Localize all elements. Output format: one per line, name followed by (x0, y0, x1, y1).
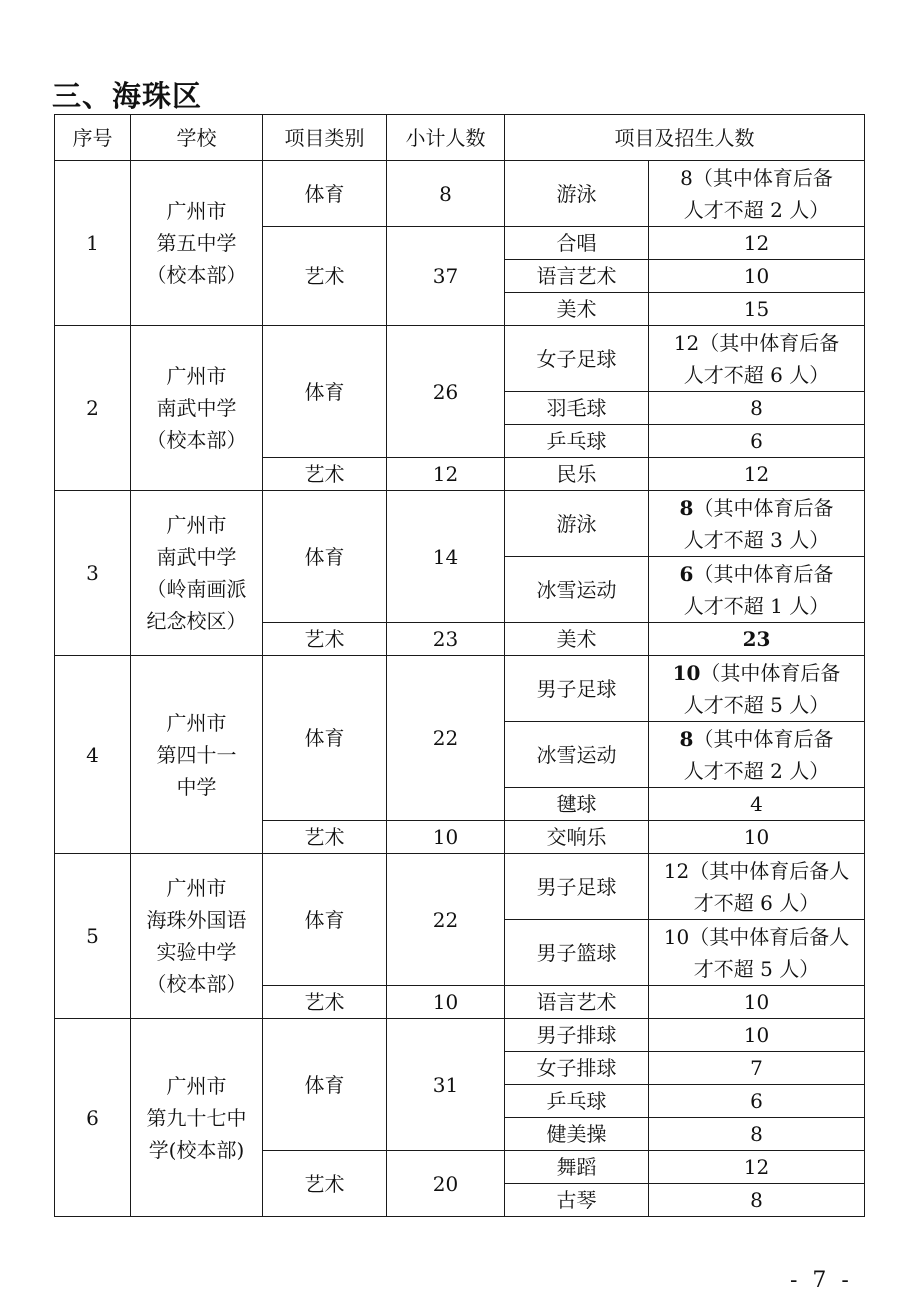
quota-line (653, 855, 860, 887)
item-quota-cell (649, 920, 865, 986)
item-name-cell: 冰雪运动 (505, 722, 649, 788)
school-name-line: 中学 (176, 774, 217, 799)
category-cell: 体育 (263, 656, 387, 821)
section-title: 三、海珠区 (52, 79, 203, 113)
school-name-line: 广州市 (166, 710, 227, 735)
quota-value: 23 (742, 627, 771, 651)
item-name-cell: 男子排球 (505, 1019, 649, 1052)
quota-line: 人才不超 1 人） (683, 593, 830, 618)
category-cell: 艺术 (263, 821, 387, 854)
item-quota-cell (649, 986, 865, 1019)
category-cell: 体育 (263, 326, 387, 458)
quota-text: （其中体育后备 (700, 660, 841, 685)
item-name-cell: 交响乐 (505, 821, 649, 854)
category-cell: 艺术 (263, 1151, 387, 1217)
quota-value: 4 (750, 792, 763, 816)
quota-text: （其中体育后备 (693, 726, 834, 751)
subtotal-cell: 10 (387, 986, 505, 1019)
category-cell: 艺术 (263, 227, 387, 326)
quota-line: 人才不超 2 人） (683, 197, 830, 222)
category-cell: 艺术 (263, 623, 387, 656)
item-name-cell: 男子足球 (505, 656, 649, 722)
item-quota-cell (649, 623, 865, 656)
quota-line (653, 162, 860, 194)
item-name-cell: 游泳 (505, 161, 649, 227)
table-row (55, 326, 865, 392)
school-name-line: 第五中学 (156, 231, 237, 255)
subtotal-cell: 8 (387, 161, 505, 227)
quota-text: 8（其中体育后备 (680, 165, 833, 190)
item-quota-cell (649, 1019, 865, 1052)
item-quota-cell (649, 656, 865, 722)
quota-text: （其中体育后备 (693, 561, 834, 586)
quota-value: 8 (750, 1188, 763, 1212)
subtotal-cell: 23 (387, 623, 505, 656)
quota-line (653, 492, 860, 524)
header-index: 序号 (55, 115, 131, 161)
subtotal-cell: 22 (387, 854, 505, 986)
item-name-cell: 合唱 (505, 227, 649, 260)
school-name (131, 491, 263, 656)
quota-line: 人才不超 3 人） (683, 527, 830, 552)
quota-number: 10 (672, 660, 701, 685)
header-school: 学校 (131, 115, 263, 161)
category-cell: 艺术 (263, 458, 387, 491)
school-index: 6 (55, 1019, 131, 1217)
item-quota-cell (649, 260, 865, 293)
item-quota-cell (649, 1184, 865, 1217)
school-index: 3 (55, 491, 131, 656)
item-quota-cell (649, 1118, 865, 1151)
subtotal-cell: 12 (387, 458, 505, 491)
item-quota-cell (649, 722, 865, 788)
table-row (55, 1019, 865, 1052)
subtotal-cell: 37 (387, 227, 505, 326)
quota-line: 才不超 6 人） (693, 890, 820, 915)
item-name-cell: 毽球 (505, 788, 649, 821)
school-name (131, 854, 263, 1019)
item-quota-cell (649, 1151, 865, 1184)
school-name-line: （校本部） (146, 428, 247, 452)
item-quota-cell (649, 227, 865, 260)
enrollment-table (54, 114, 865, 1217)
school-index: 2 (55, 326, 131, 491)
item-name-cell: 民乐 (505, 458, 649, 491)
page-number: - 7 - (790, 1268, 853, 1293)
item-name-cell: 乒乓球 (505, 1085, 649, 1118)
table-header-row (55, 115, 865, 161)
quota-number: 8 (679, 726, 694, 751)
item-quota-cell (649, 854, 865, 920)
school-index: 1 (55, 161, 131, 326)
school-name-line: 南武中学 (156, 396, 237, 420)
school-name-line: 广州市 (166, 199, 227, 223)
category-cell: 体育 (263, 161, 387, 227)
category-cell: 艺术 (263, 986, 387, 1019)
quota-value: 7 (750, 1056, 763, 1080)
school-name-line: 实验中学 (156, 940, 237, 964)
item-name-cell: 古琴 (505, 1184, 649, 1217)
item-quota-cell (649, 293, 865, 326)
quota-text: （其中体育后备 (693, 495, 834, 520)
item-name-cell: 女子足球 (505, 326, 649, 392)
item-quota-cell (649, 491, 865, 557)
item-name-cell: 男子足球 (505, 854, 649, 920)
quota-line (653, 921, 860, 953)
table-row (55, 161, 865, 227)
item-name-cell: 女子排球 (505, 1052, 649, 1085)
table-body (55, 161, 865, 1217)
subtotal-cell: 14 (387, 491, 505, 623)
quota-line (653, 657, 860, 689)
quota-text: 10（其中体育后备人 (663, 924, 850, 949)
quota-text: 12（其中体育后备人 (663, 858, 850, 883)
item-name-cell: 美术 (505, 623, 649, 656)
school-name (131, 1019, 263, 1217)
school-name-line: 海珠外国语 (146, 908, 247, 932)
header-subtotal: 小计人数 (387, 115, 505, 161)
school-name-line: 纪念校区） (146, 609, 247, 633)
header-items: 项目及招生人数 (505, 115, 865, 161)
item-quota-cell (649, 1085, 865, 1118)
school-name-line: 第四十一 (156, 742, 237, 767)
quota-value: 12 (743, 462, 770, 486)
school-name-line: 广州市 (166, 876, 227, 900)
item-quota-cell (649, 788, 865, 821)
school-name-line: 南武中学 (156, 545, 237, 569)
item-quota-cell (649, 161, 865, 227)
quota-value: 12 (743, 1155, 770, 1179)
quota-line: 人才不超 2 人） (683, 758, 830, 783)
quota-value: 10 (743, 825, 770, 849)
item-quota-cell (649, 425, 865, 458)
school-index: 4 (55, 656, 131, 854)
category-cell: 体育 (263, 491, 387, 623)
school-name (131, 161, 263, 326)
item-name-cell: 男子篮球 (505, 920, 649, 986)
school-name-line: 广州市 (166, 364, 227, 388)
subtotal-cell: 26 (387, 326, 505, 458)
item-quota-cell (649, 326, 865, 392)
subtotal-cell: 20 (387, 1151, 505, 1217)
table-row (55, 656, 865, 722)
item-quota-cell (649, 557, 865, 623)
school-name-line: 广州市 (166, 513, 227, 537)
quota-number: 6 (679, 561, 694, 586)
item-name-cell: 美术 (505, 293, 649, 326)
table-row (55, 491, 865, 557)
school-name-line: （岭南画派 (146, 577, 247, 601)
school-name-line: 第九十七中 (146, 1105, 247, 1130)
item-name-cell: 语言艺术 (505, 260, 649, 293)
school-name-line: （校本部） (146, 263, 247, 287)
quota-value: 8 (750, 396, 763, 420)
item-quota-cell (649, 1052, 865, 1085)
quota-text: 12（其中体育后备 (673, 330, 840, 355)
item-name-cell: 乒乓球 (505, 425, 649, 458)
quota-line: 人才不超 6 人） (683, 362, 830, 387)
item-name-cell: 羽毛球 (505, 392, 649, 425)
item-name-cell: 健美操 (505, 1118, 649, 1151)
quota-line: 才不超 5 人） (693, 956, 820, 981)
school-name (131, 656, 263, 854)
header-category: 项目类别 (263, 115, 387, 161)
school-name (131, 326, 263, 491)
school-name-line: 广州市 (166, 1073, 227, 1098)
school-name-line: （校本部） (146, 972, 247, 996)
quota-line (653, 327, 860, 359)
table-row (55, 854, 865, 920)
item-name-cell: 舞蹈 (505, 1151, 649, 1184)
quota-value: 10 (743, 264, 770, 288)
item-name-cell: 游泳 (505, 491, 649, 557)
quota-value: 15 (743, 297, 770, 321)
quota-line (653, 558, 860, 590)
quota-number: 8 (679, 495, 694, 520)
item-quota-cell (649, 821, 865, 854)
quota-line (653, 723, 860, 755)
quota-value: 8 (750, 1122, 763, 1146)
school-index: 5 (55, 854, 131, 1019)
quota-value: 10 (743, 990, 770, 1014)
subtotal-cell: 10 (387, 821, 505, 854)
quota-value: 6 (750, 1089, 763, 1113)
quota-value: 12 (743, 231, 770, 255)
quota-line: 人才不超 5 人） (683, 692, 830, 717)
subtotal-cell: 22 (387, 656, 505, 821)
quota-value: 6 (750, 429, 763, 453)
item-quota-cell (649, 392, 865, 425)
category-cell: 体育 (263, 1019, 387, 1151)
quota-value: 10 (743, 1023, 770, 1047)
item-quota-cell (649, 458, 865, 491)
item-name-cell: 语言艺术 (505, 986, 649, 1019)
subtotal-cell: 31 (387, 1019, 505, 1151)
item-name-cell: 冰雪运动 (505, 557, 649, 623)
category-cell: 体育 (263, 854, 387, 986)
school-name-line: 学(校本部) (148, 1137, 245, 1162)
